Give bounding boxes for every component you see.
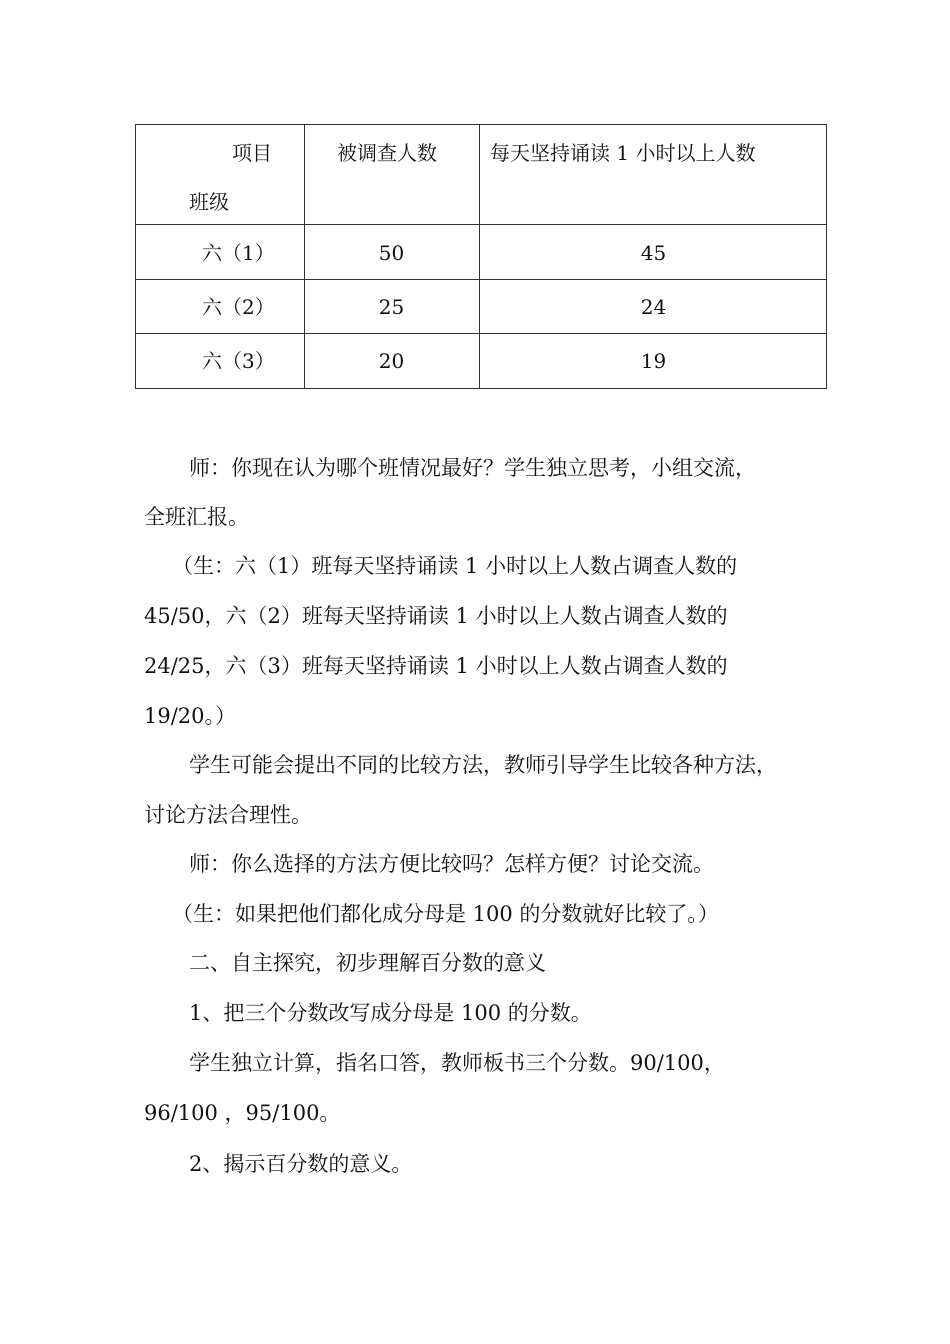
paragraph-line: （生：如果把他们都化成分母是 100 的分数就好比较了。）	[172, 902, 719, 926]
paragraph-line: 24/25，六（3）班每天坚持诵读 1 小时以上人数占调查人数的	[144, 654, 728, 678]
survey-table	[135, 124, 827, 389]
section-heading: 二、自主探究，初步理解百分数的意义	[189, 951, 546, 975]
row1-readers: 45	[640, 241, 667, 265]
header-corner-top: 项目	[232, 141, 272, 165]
paragraph-line: 学生可能会提出不同的比较方法，教师引导学生比较各种方法，	[189, 753, 777, 777]
row2-readers: 24	[640, 295, 667, 319]
row1-surveyed: 50	[378, 241, 405, 265]
paragraph-line: 师：你么选择的方法方便比较吗？怎样方便？讨论交流。	[189, 852, 714, 876]
header-corner-bottom: 班级	[189, 190, 229, 214]
header-surveyed: 被调查人数	[337, 141, 437, 165]
table-row-divider-2	[136, 279, 826, 280]
paragraph-line: 学生独立计算，指名口答，教师板书三个分数。90/100，	[189, 1051, 725, 1075]
table-row-divider-3	[136, 333, 826, 334]
paragraph-line: 全班汇报。	[144, 505, 249, 529]
row3-surveyed: 20	[378, 349, 405, 373]
paragraph-line: 师：你现在认为哪个班情况最好？学生独立思考，小组交流，	[189, 456, 756, 480]
paragraph-line: 2、揭示百分数的意义。	[189, 1152, 413, 1176]
paragraph-line: 1、把三个分数改写成分母是 100 的分数。	[189, 1001, 592, 1025]
row3-readers: 19	[640, 349, 667, 373]
paragraph-line: 96/100 ，95/100。	[144, 1101, 341, 1125]
paragraph-line: 讨论方法合理性。	[144, 803, 312, 827]
row2-class: 六（2）	[202, 295, 275, 319]
row3-class: 六（3）	[202, 349, 275, 373]
paragraph-line: 45/50，六（2）班每天坚持诵读 1 小时以上人数占调查人数的	[144, 604, 728, 628]
row2-surveyed: 25	[378, 295, 405, 319]
header-readers: 每天坚持诵读 1 小时以上人数	[490, 141, 756, 165]
table-row-divider-1	[136, 224, 826, 225]
paragraph-line: 19/20。）	[144, 704, 237, 728]
paragraph-line: （生：六（1）班每天坚持诵读 1 小时以上人数占调查人数的	[172, 554, 738, 578]
row1-class: 六（1）	[202, 241, 275, 265]
